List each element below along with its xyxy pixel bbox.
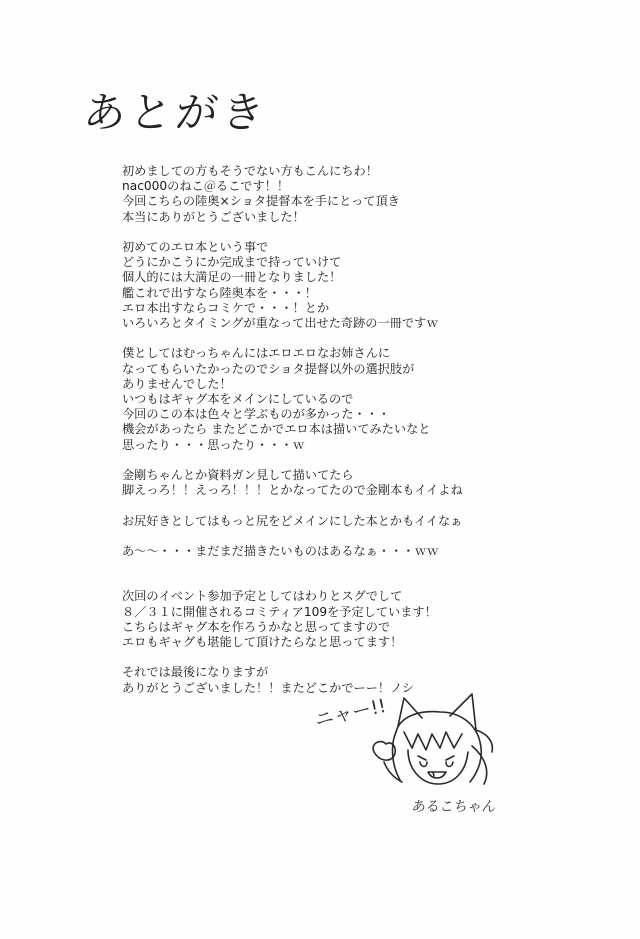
cat-girl-drawing xyxy=(300,686,510,796)
text-line: どうにかこうにか完成まで持っていけて xyxy=(122,255,342,270)
paragraph-greeting xyxy=(122,164,592,225)
cat-girl-sketch xyxy=(300,686,510,796)
text-line: こちらはギャグ本を作ろうかなと思ってますので xyxy=(122,619,391,634)
text-line: nac000のねこ＠るこです！！ xyxy=(122,179,290,194)
text-line: エロもギャグも堪能して頂けたらなと思ってます！ xyxy=(122,635,403,649)
text-line: 脚えっろ！！えっろ！！！とかなってたので金剛本もイイよね xyxy=(122,483,463,498)
text-line: エロ本出すならコミケで・・・！とか xyxy=(122,300,330,315)
text-line: 思ったり・・・思ったり・・・ｗ xyxy=(122,437,305,452)
paragraph-next-event xyxy=(122,589,592,650)
paragraph-mutsu xyxy=(122,346,592,452)
sketch-shout: ニャー!! xyxy=(312,694,389,732)
text-line: ありませんでした！ xyxy=(122,376,232,391)
text-line: お尻好きとしてはもっと尻をどメインにした本とかもイイなぁ xyxy=(122,513,463,528)
text-line: 金剛ちゃんとか資料ガン見して描いてたら xyxy=(122,468,354,483)
text-line: ８／３１に開催されるコミティア109を予定しています！ xyxy=(122,604,437,619)
text-line: なってもらいたかったのでショタ提督以外の選択肢が xyxy=(122,361,415,376)
text-line: いろいろとタイミングが重なって出せた奇跡の一冊ですｗ xyxy=(122,316,439,331)
text-line: いつもはギャグ本をメインにしているので xyxy=(122,392,354,407)
text-line: ありがとうございました！！またどこかでーー！ノシ xyxy=(122,680,415,695)
paragraph-oshiri xyxy=(122,514,592,529)
text-line: 個人的には大満足の一冊となりました！ xyxy=(122,270,342,285)
text-line: 本当にありがとうございました！ xyxy=(122,209,305,224)
text-line: 今回のこの本は色々と学ぶものが多かった・・・ xyxy=(122,407,391,422)
afterword-heading: あとがき xyxy=(81,88,271,137)
text-line: あ～～・・・まだまだ描きたいものはあるなぁ・・・ｗｗ xyxy=(122,544,439,558)
afterword-body xyxy=(122,164,592,711)
text-line: 次回のイベント参加予定としてはわりとスグでして xyxy=(122,589,403,604)
paragraph-first-book xyxy=(122,240,592,331)
text-line: 初めてのエロ本という事で xyxy=(122,240,269,254)
text-line: それでは最後になりますが xyxy=(122,665,269,680)
artist-signature: あるこちゃん xyxy=(410,799,497,815)
paragraph-kongou xyxy=(122,468,592,498)
text-line: 初めましての方もそうでない方もこんにちわ！ xyxy=(122,164,378,178)
text-line: 艦これで出すなら陸奥本を・・・！ xyxy=(122,285,317,300)
text-line: 機会があったら またどこかでエロ本は描いてみたいなと xyxy=(122,422,431,437)
paragraph-more xyxy=(122,544,592,559)
paragraph-spacer xyxy=(122,574,592,589)
text-line: 今回こちらの陸奥×ショタ提督本を手にとって頂き xyxy=(122,194,400,209)
text-line: 僕としてはむっちゃんにはエロエロなお姉さんに xyxy=(122,346,391,361)
